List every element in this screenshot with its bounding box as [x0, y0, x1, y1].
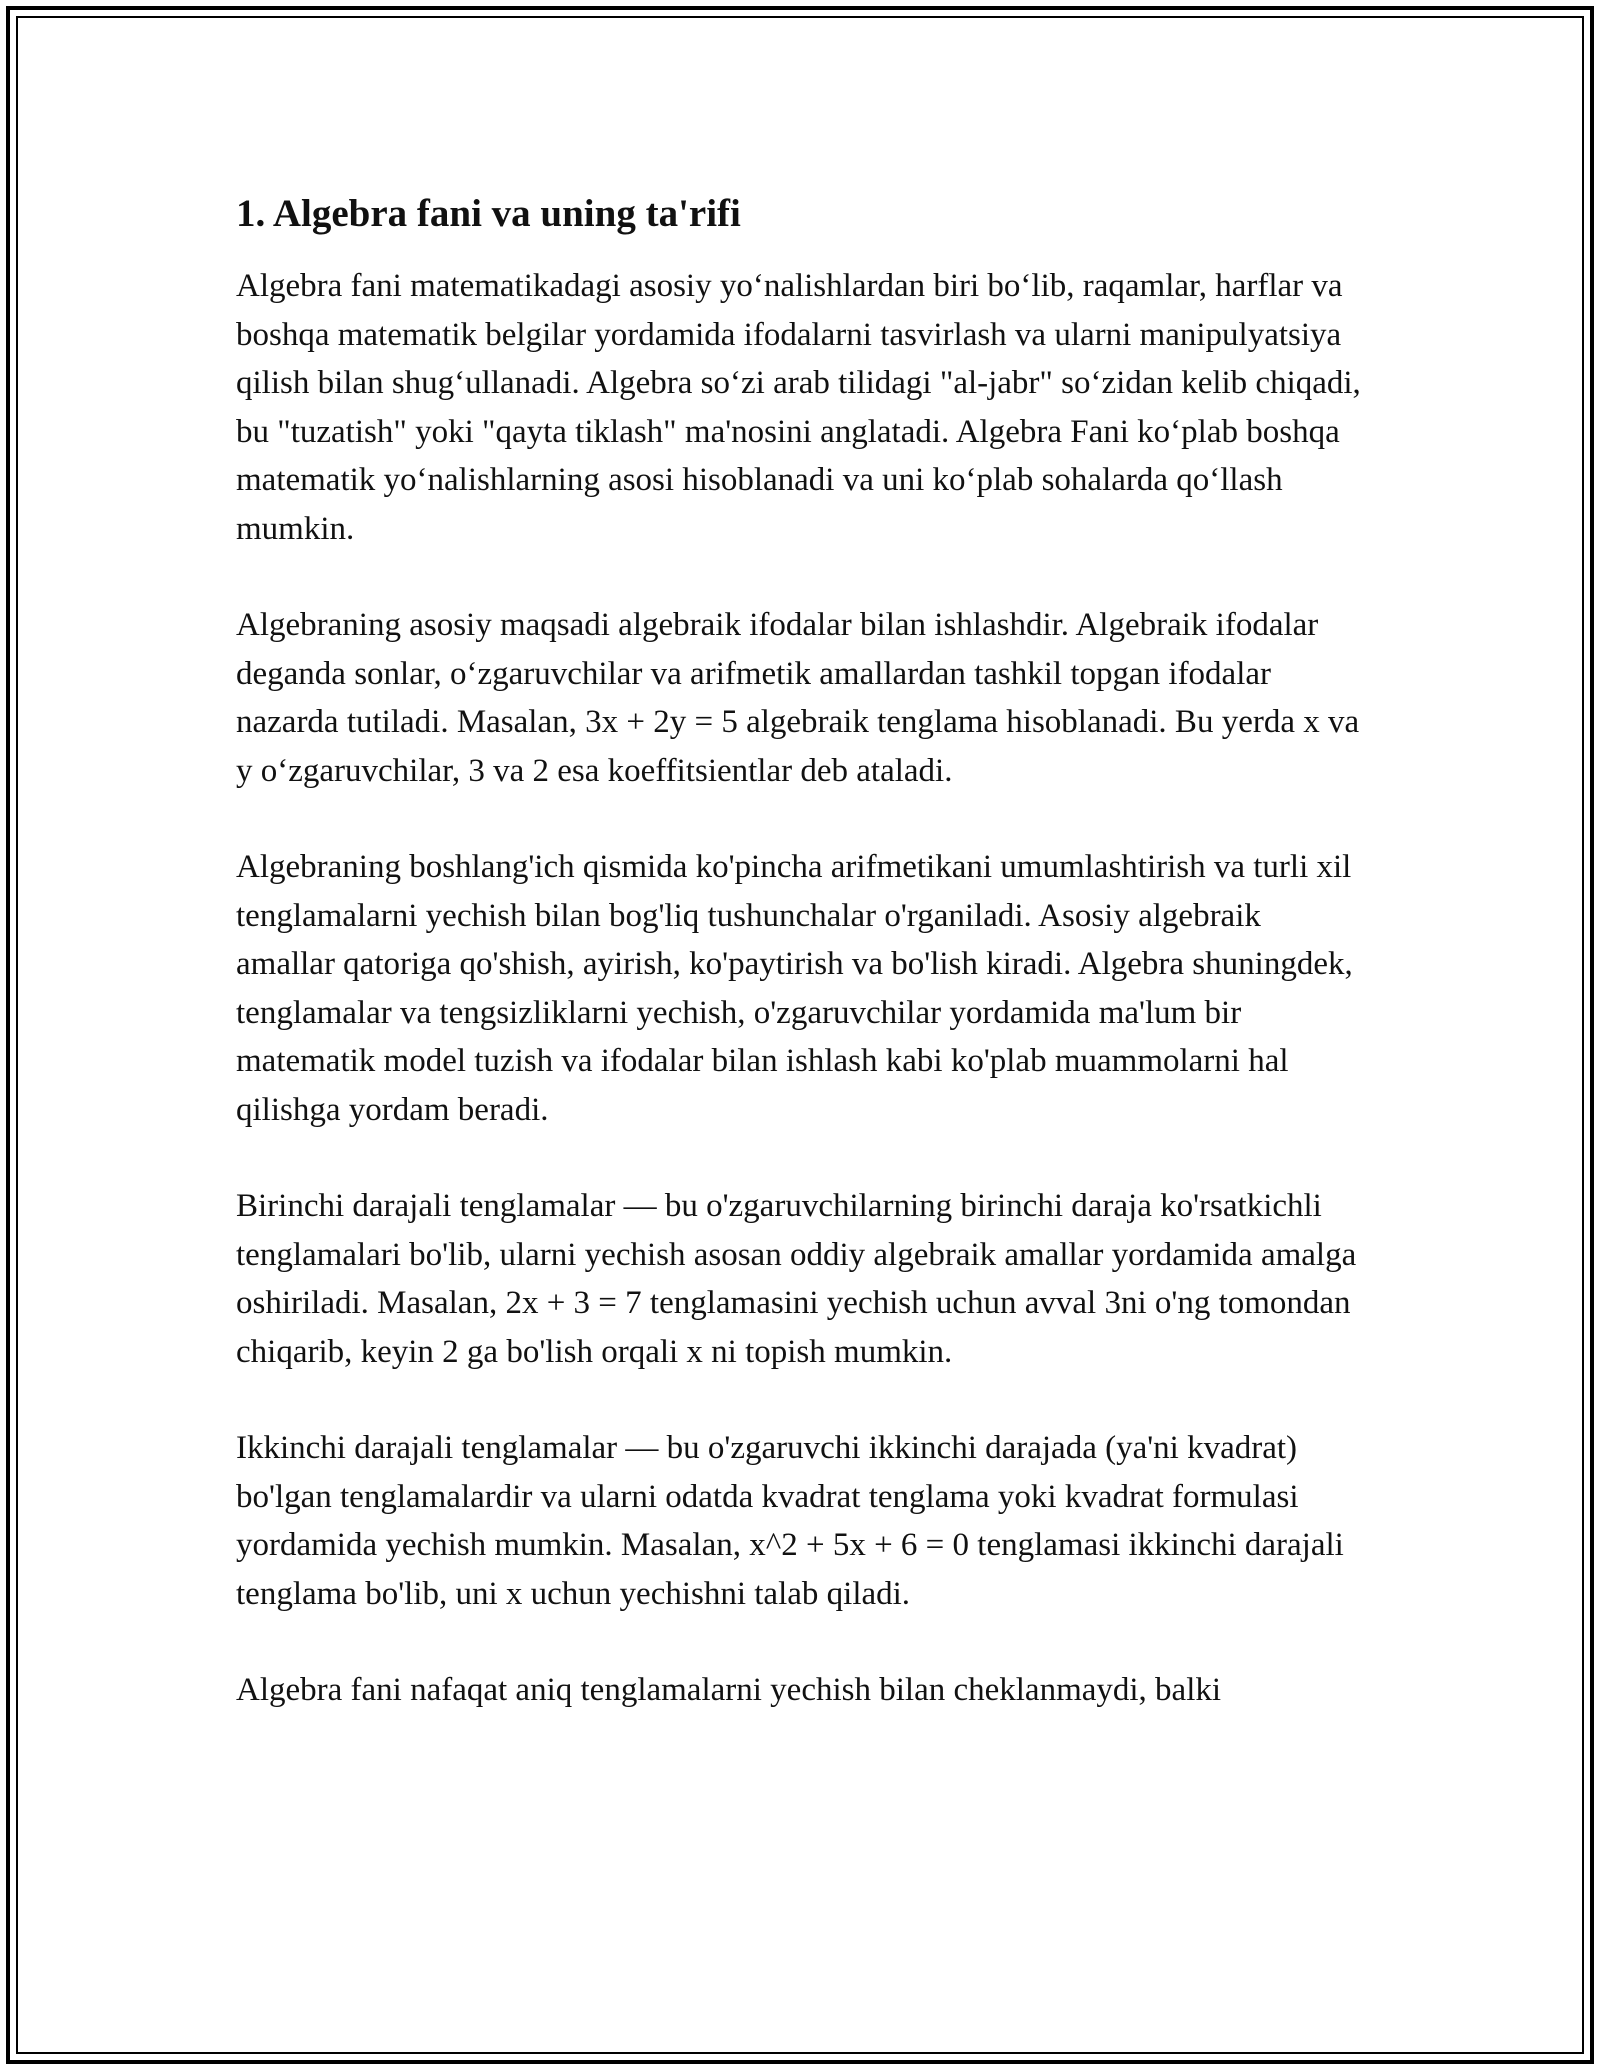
paragraph-quadratic-equations: Ikkinchi darajali tenglamalar — bu o'zgaruvchi ikkinchi darajada (ya'ni kvadrat) bo'lgan tenglamalardir va ularni odatda kvadrat tenglama yoki kvadrat formulasi yordamida yechish mumkin. Masalan, x^2 + 5x + 6 = 0 tenglamasi ikkinchi darajali tenglama bo'lib, uni x uchun yechishni talab qiladi. [236, 1430, 1344, 1612]
paragraph-continuation: Algebra fani nafaqat aniq tenglamalarni yechish bilan cheklanmaydi, balki [236, 1672, 1222, 1708]
section-heading: 1. Algebra fani va uning ta'rifi [236, 192, 741, 235]
document-body [236, 188, 1366, 1715]
paragraph-algebra-definition: Algebra fani matematikadagi asosiy yo‘nalishlardan biri bo‘lib, raqamlar, harflar va boshqa matematik belgilar yordamida ifodalarni tasvirlash va ularni manipulyatsiya qilish bilan shug‘ullanadi. Algebra so‘zi arab tilidagi "al-jabr" so‘zidan kelib chiqadi, bu "tuzatish" yoki "qayta tiklash" ma'nosini anglatadi. Algebra Fani ko‘plab boshqa matematik yo‘nalishlarning asosi hisoblanadi va uni ko‘plab sohalarda qo‘llash mumkin. [236, 268, 1361, 547]
paragraph-basic-operations: Algebraning boshlang'ich qismida ko'pincha arifmetikani umumlashtirish va turli xil tenglamalarni yechish bilan bog'liq tushunchalar o'rganiladi. Asosiy algebraik amallar qatoriga qo'shish, ayirish, ko'paytirish va bo'lish kiradi. Algebra shuningdek, tenglamalar va tengsizliklarni yechish, o'zgaruvchilar yordamida ma'lum bir matematik model tuzish va ifodalar bilan ishlash kabi ko'plab muammolarni hal qilishga yordam beradi. [236, 849, 1353, 1128]
paragraph-algebra-goal: Algebraning asosiy maqsadi algebraik ifodalar bilan ishlashdir. Algebraik ifodalar deganda sonlar, o‘zgaruvchilar va arifmetik amallardan tashkil topgan ifodalar nazarda tutiladi. Masalan, 3x + 2y = 5 algebraik tenglama hisoblanadi. Bu yerda x va y o‘zgaruvchilar, 3 va 2 esa koeffitsientlar deb ataladi. [236, 607, 1360, 789]
paragraph-linear-equations: Birinchi darajali tenglamalar — bu o'zgaruvchilarning birinchi daraja ko'rsatkichli tenglamalari bo'lib, ularni yechish asosan oddiy algebraik amallar yordamida amalga oshiriladi. Masalan, 2x + 3 = 7 tenglamasini yechish uchun avval 3ni o'ng tomondan chiqarib, keyin 2 ga bo'lish orqali x ni topish mumkin. [236, 1188, 1357, 1370]
